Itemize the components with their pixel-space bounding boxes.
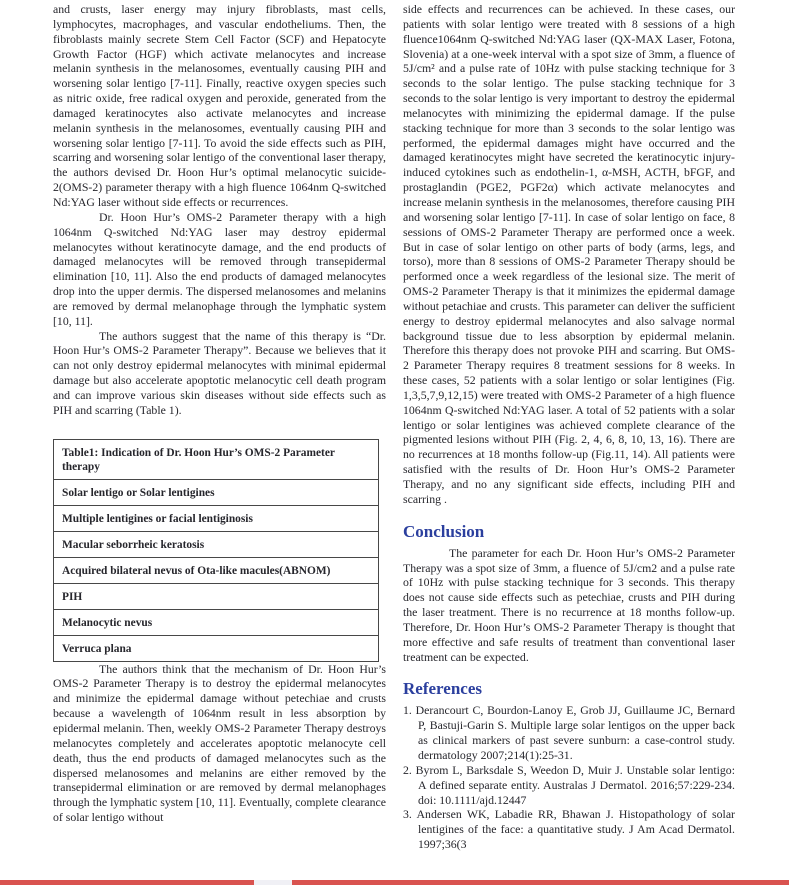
table-row: Acquired bilateral nevus of Ota-like macules(ABNOM) xyxy=(54,558,378,584)
table-caption-label: Table1 xyxy=(62,446,95,459)
reference-text: Byrom L, Barksdale S, Weedon D, Muir J. Unstable solar lentigo: A defined separate entity. Australas J Dermatol. 2016;57:229-234. doi: 10.1111/ajd.12447 xyxy=(415,762,735,807)
reference-text: Andersen WK, Labadie RR, Bhawan J. Histopathology of solar lentigines of the face: a quantitative study. J Am Acad Dermatol. 1997;36(3 xyxy=(416,807,735,852)
conclusion-heading: Conclusion xyxy=(403,521,485,541)
reference-number: 1. xyxy=(403,703,412,718)
references-list xyxy=(403,703,735,851)
paragraph-discussion-continuation: and crusts, laser energy may injury fibroblasts, mast cells, lymphocytes, macrophages, and vascular endotheliums. Then, the fibroblasts mainly secrete Stem Cell Factor (SCF) and Hepatocyte Growth Factor (HGF) which activate melanocytes and increase melanin synthesis in the melanosomes, eventually causing PIH and worsening solar lentigo [7-11]. Finally, reactive oxygen species such as nitric oxide, free radical oxygen and peroxide, generated from the damaged keratinocytes also activate melanocytes and increase melanin synthesis in the melanosomes, eventually causing PIH and worsening solar lentigo [7-11]. To avoid the side effects such as PIH, scarring and worsening solar lentigo of the conventional laser therapy, the authors devised Dr. Hoon Hur’s optimal melanocytic suicide-2(OMS-2) parameter therapy with a high fluence 1064nm Q-switched Nd:YAG laser without side effects or recurrences. xyxy=(53,2,386,209)
table-caption-row xyxy=(54,440,378,480)
reference-number: 2. xyxy=(403,762,412,777)
paragraph-mechanism-summary: The authors think that the mechanism of Dr. Hoon Hur’s OMS-2 Parameter Therapy is to destroy the epidermal melanocytes and minimize the epidermal damage without petechiae and crusts because a wavelength of 1064nm result in less absorption by epidermal melanin. Then, weekly OMS-2 Parameter Therapy destroys melanocytes completely and accelerates apoptotic melanocyte cell death, thus the end products of damaged melanocytes such as the dispersed melanosomes and melanins are either removed by the transepidermal elimination or are removed by dermal melanophages through the lymphatic system [10, 11]. Eventually, complete clearance of solar lentigo without xyxy=(53,661,386,825)
indications-table xyxy=(53,439,379,662)
table-row: Multiple lentigines or facial lentiginosis xyxy=(54,506,378,532)
references-heading: References xyxy=(403,679,482,699)
reference-number: 3. xyxy=(403,807,412,822)
table-caption-text: : Indication of Dr. Hoon Hur’s OMS-2 Parameter therapy xyxy=(62,446,335,473)
table-row: Melanocytic nevus xyxy=(54,610,378,636)
footer-rule-accent xyxy=(254,880,292,885)
table-row: Macular seborrheic keratosis xyxy=(54,532,378,558)
footer-rule-bar xyxy=(0,880,789,885)
reference-item xyxy=(403,807,735,852)
table-row: PIH xyxy=(54,584,378,610)
conclusion-paragraph: The parameter for each Dr. Hoon Hur’s OMS-2 Parameter Therapy was a spot size of 3mm, a fluence of 5J/cm2 and a pulse rate of 10Hz with pulse stacking technique for 3 seconds. This therapy does not cause side effects such as petechiae, crusts and PIH during the laser treatment. There is no recurrence at 18 months follow-up. Therefore, Dr. Hoon Hur’s OMS-2 Parameter Therapy is thought that more effective and safe results of treatment than conventional laser treatment can be expected. xyxy=(403,545,735,664)
table-row: Verruca plana xyxy=(62,642,132,655)
paragraph-oms2-mechanism: Dr. Hoon Hur’s OMS-2 Parameter therapy with a high 1064nm Q-switched Nd:YAG laser may destroy epidermal melanocytes without keratinocyte damage, and the end products of damaged melanocytes will be removed through transepidermal elimination [10, 11]. Also the end products of damaged melanocytes drop into the upper dermis. The dispersed melanosomes and melanins are removed by dermal melanophage through the lymphatic system [10, 11]. xyxy=(53,209,386,328)
left-column xyxy=(53,2,386,825)
paragraph-therapy-naming: The authors suggest that the name of this therapy is “Dr. Hoon Hur’s OMS-2 Parameter Therapy”. Because we believes that it can not only destroy epidermal melanocytes with minimal epidermal damage but also accelerate apoptotic melanocytic cell death program and can improve various skin diseases without side effects such as PIH and scarring (Table 1). xyxy=(53,328,386,417)
right-column xyxy=(403,2,735,852)
reference-item xyxy=(403,763,735,808)
reference-text: Derancourt C, Bourdon-Lanoy E, Grob JJ, Guillaume JC, Bernard P, Bastuji-Garin S. Multiple large solar lentigos on the upper back as clinical markers of past severe sunburn: a case-control study. dermatology 2007;214(1):25-31. xyxy=(415,703,735,762)
paragraph-treatment-results: side effects and recurrences can be achieved. In these cases, our patients with solar lentigo were treated with 8 sessions of a high fluence1064nm Q-switched Nd:YAG laser (QX-MAX Laser, Fotona, Slovenia) at a one-week interval with a spot size of 3mm, a fluence of 5J/cm² and a pulse rate of 10Hz with pulse stacking technique for 3 seconds to the solar lentigo. The pulse stacking technique for 3 seconds to the solar lentigo is very important to destroy the epidermal melanocytes with minimizing the epidermal damage. If the pulse stacking technique for more than 3 seconds to the solar lentigo was performed, the epidermal damages might have occurred and the damaged keratinocytes might have secreted the keratinocytic injury-induced cytokines such as endothelin-1, α-MSH, ACTH, bFGF, and prostaglandin (PGE2, PGF2α) which activate melanocytes and increase melanin synthesis in the melanosomes, therefore causing PIH and worsening solar lentigo [7-11]. In case of solar lentigo on face, 8 sessions of OMS-2 Parameter Therapy are performed once a week. But in case of solar lentigo on other parts of body (arms, legs, and torso), more than 8 sessions of OMS-2 Parameter Therapy should be performed once a week regardless of the lesional size. The merit of OMS-2 Parameter Therapy is that it minimizes the epidermal damage without petachiae and crusts. This parameter can deliver the sufficient energy to destroy epidermal melanocytes and also salvage normal background tissue due to less absorption by epidermal melanin. Therefore this therapy does not provoke PIH and scarring. But OMS-2 Parameter Therapy requires 8 treatment sessions for 8 weeks. In these cases, 52 patients with a solar lentigo or solar lentigines (Fig. 1,3,5,7,9,12,15) were treated with OMS-2 Parameter of a high fluence 1064nm Q-switched Nd:YAG laser. A total of 52 patients with a solar lentigo or solar lentigines was achieved complete clearance of the pigmented lesions without PIH (Fig. 2, 4, 6, 8, 10, 13, 16). There are no recurrences at 18 months follow-up (Fig.11, 14). All patients were satisfied with the results of Dr. Hoon Hur’s OMS-2 Parameter Therapy, and no any significant side effects, including PIH and scarring . xyxy=(403,2,735,506)
reference-item xyxy=(403,703,735,762)
table-row: Solar lentigo or Solar lentigines xyxy=(54,480,378,506)
